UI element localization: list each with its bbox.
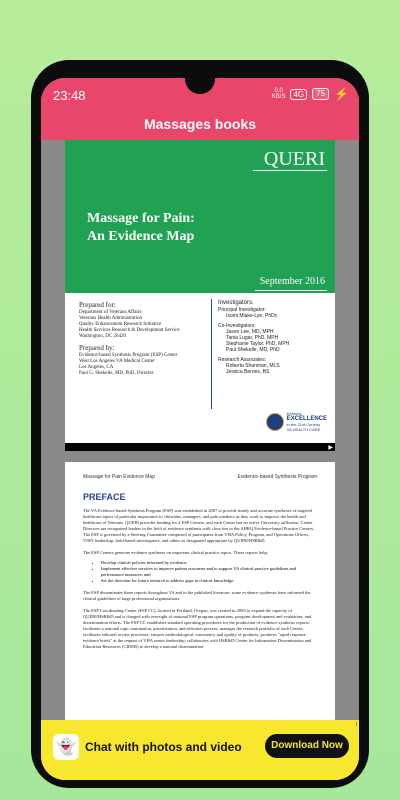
app-title: Massages books [143, 116, 257, 132]
cover-date: September 2016 [259, 276, 325, 287]
pdf-viewer[interactable] [41, 140, 359, 720]
investigators-section: Investigators: Principal Investigator: Isomi Miake-Lye, PhDc Co-Investigators: Jason Lee, MD, MPH Tania Lugar, PhD, MPH Stephanie Taylor, PhD, MPH Paul Shekelle, MD, PhD Research Associates: Roberta Shanman, MLS Jessica Beroes, BS [218, 300, 290, 375]
phone-side-button [366, 172, 369, 232]
ad-text[interactable]: Chat with photos and video [85, 740, 242, 754]
preface-bullets: • Develop clinical policies informed by evidence; • Implement effective services to improve patient outcomes and to support VA clinical practice guidelines and performance measures; and • Set the direction for future research to address gaps in clinical knowledge. [101, 560, 317, 584]
prepared-section: Prepared for: Department of Veterans Affairs Veterans Health Administration Quality Enhancement Research Initiative Health Services Research & Development Service Washington, DC 20420 Prepared by: Evidence-based Synthesis Program (ESP) Center West Los Angeles VA Medical Center Los Angeles, CA Paul G. Shekelle, MD, PhD, Director [79, 301, 180, 376]
ad-info-icon[interactable]: i [355, 722, 357, 728]
app-bar [41, 112, 359, 140]
preface-paragraph: The ESP disseminates these reports throughout VA and in the published literature; some evidence syntheses have informed the clinical guidelines of large professional organizations. [83, 590, 311, 601]
pdf-page-1 [65, 140, 335, 450]
snapchat-ghost-icon[interactable]: 👻 [53, 734, 79, 760]
page-nav-bar[interactable] [65, 443, 335, 451]
cover-banner [65, 140, 335, 293]
page-header: Massage for Pain Evidence Map Evidence-based Synthesis Program [83, 474, 317, 480]
charging-icon: ⚡ [334, 87, 349, 101]
status-icons [272, 87, 349, 101]
phone-screen [41, 78, 359, 780]
camera-notch [185, 78, 215, 94]
next-page-icon[interactable]: ▶ [328, 445, 333, 451]
network-icon: 4G [290, 89, 307, 100]
ad-banner[interactable] [41, 720, 359, 780]
preface-paragraph: The ESP Centers generate evidence syntheses on important clinical practice topics. These reports help: [83, 550, 268, 555]
va-logo: Defining EXCELLENCE in the 21st Century VA HEALTH CARE [266, 411, 327, 432]
queri-logo: QUERI [263, 148, 325, 170]
status-bar [41, 78, 359, 112]
battery-icon: 75 [312, 88, 329, 100]
preface-paragraph: The ESP Coordinating Center (ESP CC), located in Portland, Oregon, was created in 2009 to expand the capacity of QUERI/HSR&D and is charged with oversight of national ESP program operations, program development and evaluation, and dissemination efforts. The ESP CC establishes standard operating procedures for the production of evidence synthesis reports; facilitates a national topic nomination, prioritization, and selection process; manages the research portfolio of each Center; facilitates editorial review processes; ensures methodological consistency and quality of products; produces "rapid response evidence briefs" at the request of VHA senior leadership; collaborates with HSR&D Center for Information Dissemination and Education Resources (CIDER) to develop a national dissemination [83, 608, 312, 649]
status-time: 23:48 [53, 88, 86, 103]
logo-underline [253, 170, 327, 171]
preface-title: PREFACE [83, 492, 126, 502]
info-divider [211, 299, 212, 409]
network-speed: 0.0 KB/S [271, 88, 286, 100]
va-seal-icon [266, 413, 284, 431]
preface-paragraph: The VA Evidence-based Synthesis Program (ESP) was established in 2007 to provide timely and accurate syntheses of targeted healthcare topics of particular importance to clinicians, managers, and policymakers as they work to improve the health and healthcare of Veterans. QUERI provides funding for 4 ESP Centers, and each Center has an active University affiliation. Center Directors are recognized leaders in the field of evidence synthesis with close ties to the AHRQ Evidence-based Practice Centers. The ESP is governed by a Steering Committee comprised of participants from VHA Policy, Program, and Operations Offices, VISN leadership, field-based investigators, and others as designated appropriate by QUERI/HSR&D. [83, 508, 315, 543]
date-underline [255, 290, 327, 291]
cover-title: Massage for Pain: An Evidence Map [87, 211, 195, 244]
report-info [65, 293, 335, 433]
download-now-button[interactable]: Download Now [265, 734, 349, 758]
pdf-page-2 [65, 462, 335, 720]
